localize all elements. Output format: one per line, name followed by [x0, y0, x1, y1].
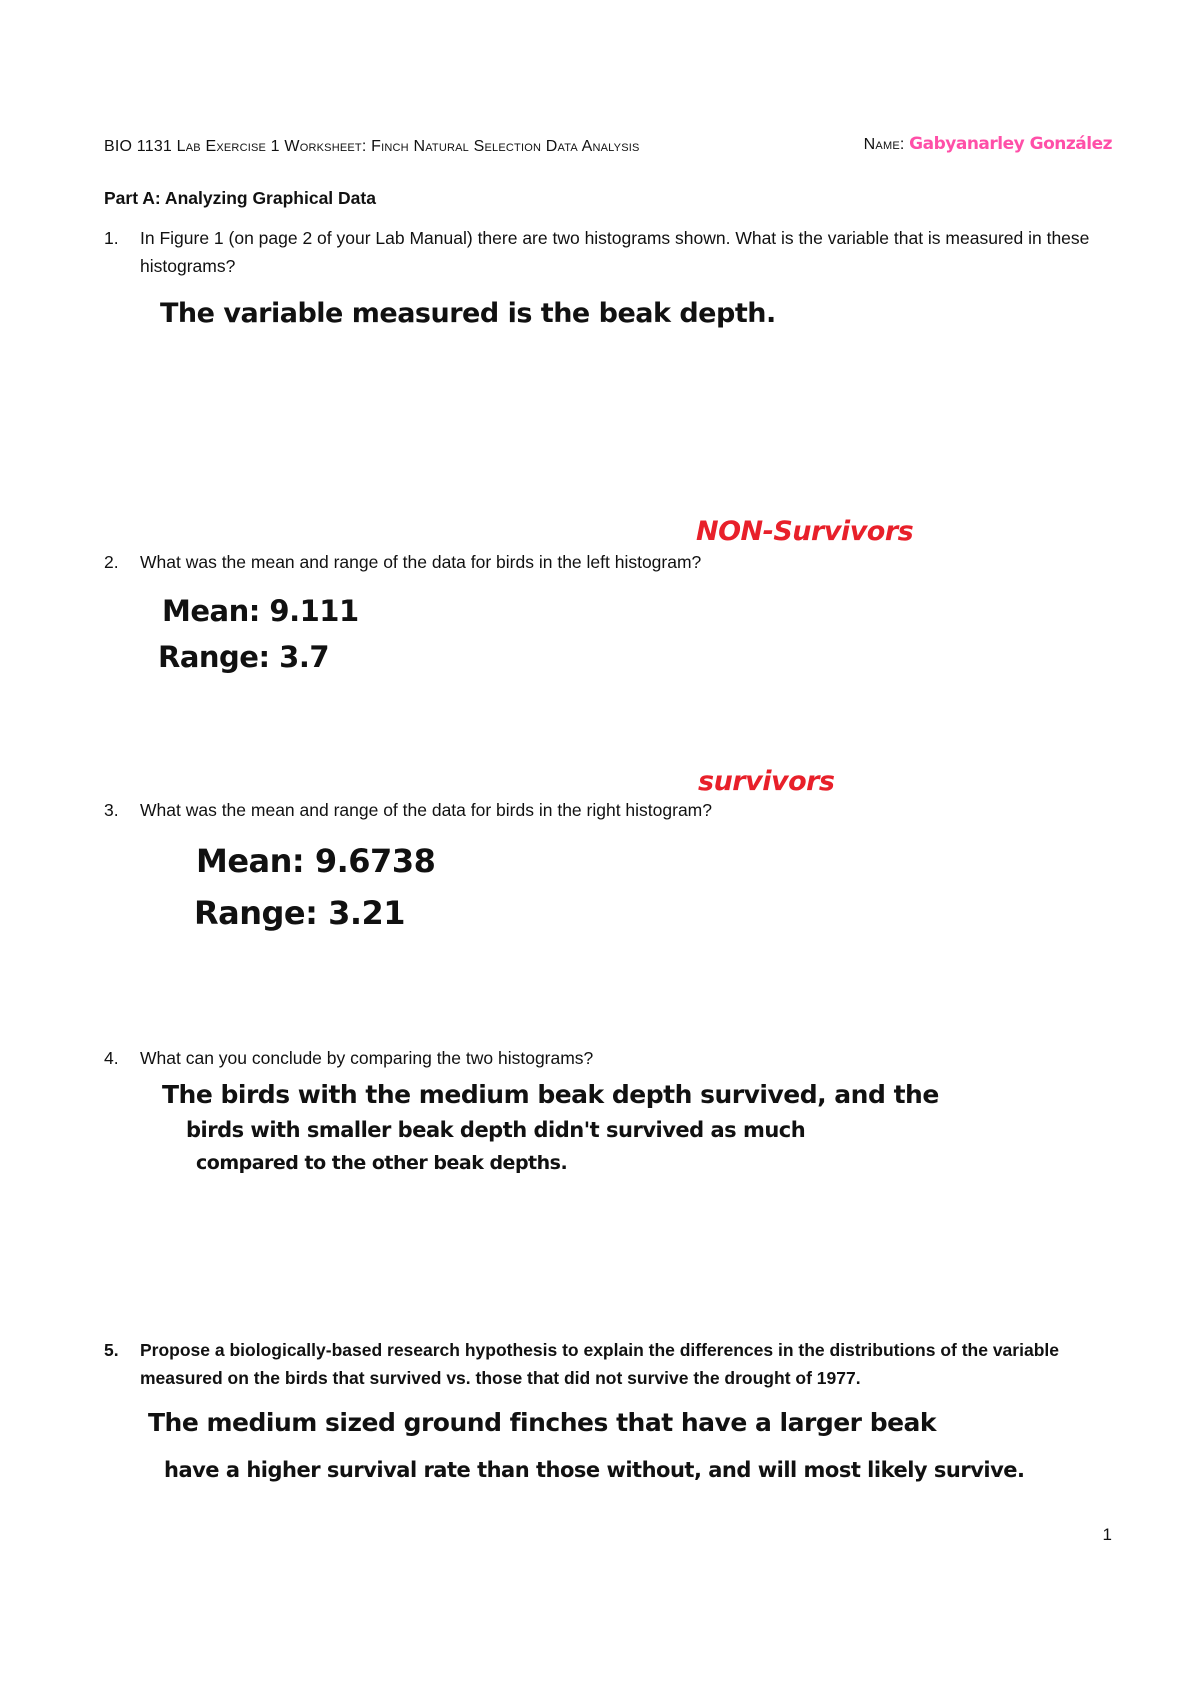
- question-5: [104, 1336, 1114, 1392]
- answer-1-line-1: The variable measured is the beak depth.: [160, 298, 776, 329]
- question-number: 5.: [104, 1340, 119, 1360]
- worksheet-title: BIO 1131 Lab Exercise 1 Worksheet: Finch Natural Selection Data Analysis: [104, 138, 640, 155]
- question-text: In Figure 1 (on page 2 of your Lab Manual) there are two histograms shown. What is the variable that is measured in these histograms?: [140, 228, 1090, 276]
- note-non-survivors: NON-Survivors: [696, 516, 914, 547]
- question-text: Propose a biologically-based research hypothesis to explain the differences in the distributions of the variable measured on the birds that survived vs. those that did not survive the drought of 1977.: [140, 1340, 1059, 1388]
- name-block: [864, 134, 1112, 154]
- question-3: [104, 796, 1114, 824]
- question-text: What was the mean and range of the data for birds in the left histogram?: [140, 552, 702, 572]
- answer-3-mean: Mean: 9.6738: [196, 842, 436, 880]
- question-number: 3.: [104, 800, 119, 820]
- answer-3-range: Range: 3.21: [194, 894, 406, 932]
- page-number: 1: [1102, 1525, 1112, 1544]
- question-2: [104, 548, 1114, 576]
- question-number: 4.: [104, 1048, 119, 1068]
- question-text: What was the mean and range of the data for birds in the right histogram?: [140, 800, 712, 820]
- page-header: [104, 134, 1112, 162]
- question-text: What can you conclude by comparing the two histograms?: [140, 1048, 594, 1068]
- question-number: 2.: [104, 552, 119, 572]
- note-survivors: survivors: [698, 766, 835, 797]
- answer-4-line-3: compared to the other beak depths.: [196, 1152, 568, 1174]
- name-label: Name:: [863, 136, 905, 153]
- question-1: [104, 224, 1114, 280]
- student-name: Gabyanarley González: [909, 134, 1112, 154]
- question-number: 1.: [104, 228, 119, 248]
- section-title: Part A: Analyzing Graphical Data: [104, 188, 376, 208]
- answer-4-line-2: birds with smaller beak depth didn't survived as much: [186, 1118, 806, 1142]
- answer-2-range: Range: 3.7: [158, 640, 330, 674]
- answer-5-line-2: have a higher survival rate than those without, and will most likely survive.: [164, 1458, 1025, 1482]
- question-4: [104, 1044, 1114, 1072]
- answer-4-line-1: The birds with the medium beak depth survived, and the: [162, 1080, 939, 1109]
- answer-2-mean: Mean: 9.111: [162, 594, 359, 628]
- answer-5-line-1: The medium sized ground finches that have a larger beak: [148, 1408, 937, 1437]
